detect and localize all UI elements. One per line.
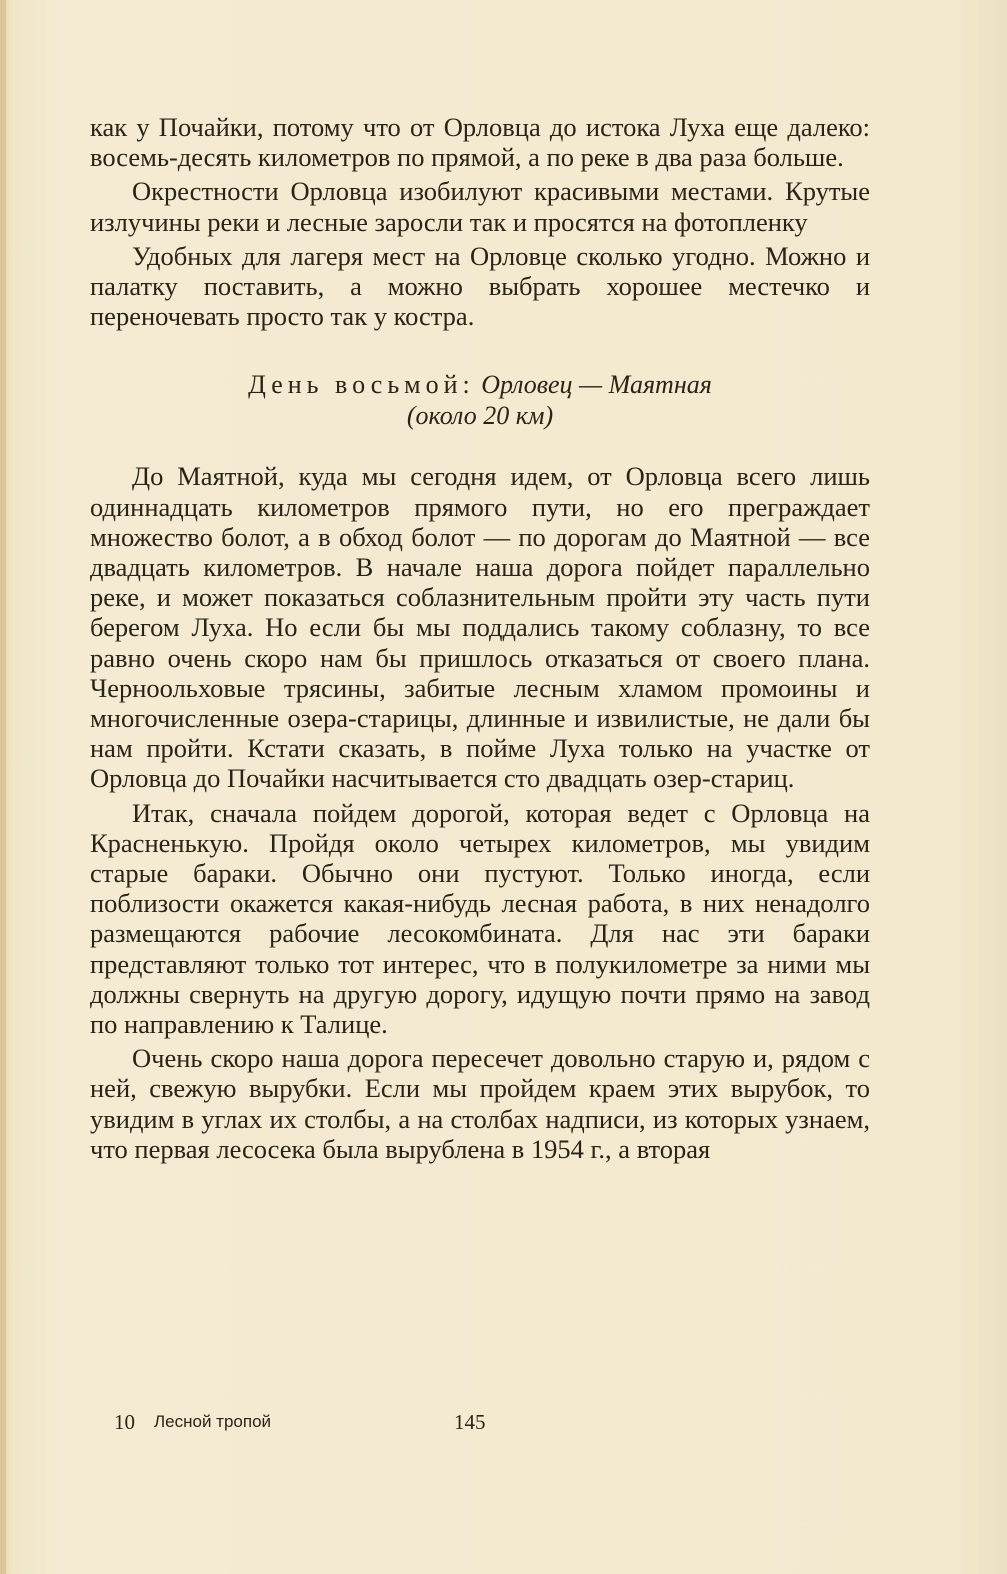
signature-title: Лесной тропой: [154, 1412, 272, 1431]
page-spine-edge: [0, 0, 6, 1574]
heading-distance: (около 20 км): [406, 401, 554, 431]
paragraph: До Маятной, куда мы сегодня идем, от Орловца всего лишь одиннадцать километров прямого пути, но его преграждает множество болот, а в обход болот — по дорогам до Маятной — все двадцать километров. В начале наша дорога пойдет параллельно реке, и может показаться соблазнительным пройти эту часть пути берегом Луха. Но если бы мы поддались такому соблазну, то все равно очень скоро нам бы пришлось отказаться от своего плана. Черноольховые трясины, забитые лесным хламом промоины и многочисленные озера-старицы, длинные и извилистые, не дали бы нам пройти. Кстати сказать, в пойме Луха только на участке от Орловца до Почайки насчитывается сто двадцать озер-стариц.: [90, 461, 870, 794]
paragraph: Очень скоро наша дорога пересечет довольно старую и, рядом с ней, свежую вырубки. Если мы пройдем краем этих вырубок, то увидим в углах их столбы, а на столбах надписи, из которых узнаем, что первая лесосека была вырублена в 1954 г., а вторая: [90, 1043, 870, 1164]
heading-route: Орловец — Маятная: [481, 370, 712, 400]
heading-day: День восьмой:: [248, 370, 475, 400]
paragraph-continued: как у Почайки, потому что от Орловца до истока Луха еще далеко: восемь-десять километров по прямой, а по реке в два раза больше.: [90, 112, 870, 173]
paragraph: Итак, сначала пойдем дорогой, которая ведет с Орловца на Красненькую. Пройдя около четырех километров, мы увидим старые бараки. Обычно они пустуют. Только иногда, если поблизости окажется какая-нибудь лесная работа, в них ненадолго размещаются рабочие лесокомбината. Для нас эти бараки представляют только тот интерес, что в полукилометре за ними мы должны свернуть на другую дорогу, идущую почти прямо на завод по направлению к Талице.: [90, 797, 870, 1040]
paragraph: Удобных для лагеря мест на Орловце сколько угодно. Можно и палатку поставить, а можно выбрать хорошее местечко и переночевать просто так у костра.: [90, 240, 870, 332]
paragraph: Окрестности Орловца изобилуют красивыми местами. Крутые излучины реки и лесные заросли так и просятся на фотопленку: [90, 176, 870, 237]
text-column: [90, 112, 870, 1164]
page-footer: [114, 1410, 907, 1440]
section-heading: [90, 369, 870, 431]
signature-number: 10: [114, 1410, 135, 1434]
page-number: 145: [454, 1410, 486, 1434]
